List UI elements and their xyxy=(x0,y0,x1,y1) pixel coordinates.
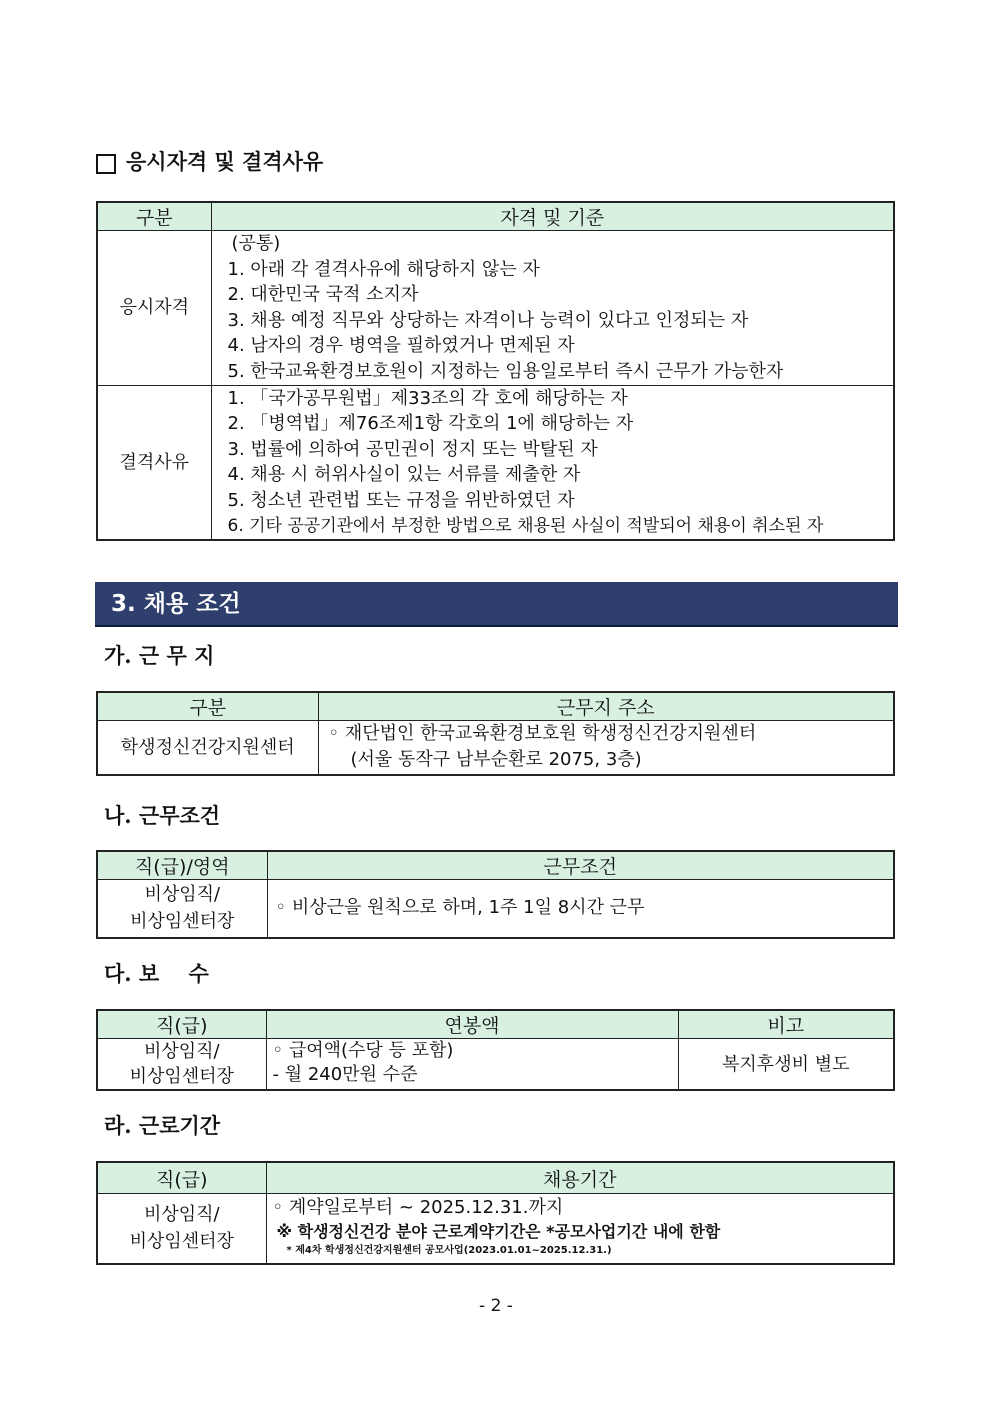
remarks-text: 복지후생비 별도 xyxy=(678,1039,894,1091)
header-col-category: 구분 xyxy=(97,692,318,721)
pay-heading: 다. 보 수 xyxy=(104,961,209,986)
period-table xyxy=(96,1161,895,1265)
salary-text: ◦ 급여액(수당 등 포함) - 월 240만원 수준 xyxy=(266,1039,678,1091)
header-col-period: 채용기간 xyxy=(266,1162,894,1194)
header-col-address: 근무지 주소 xyxy=(318,692,894,721)
workplace-label: 학생정신건강지원센터 xyxy=(97,721,318,775)
page-number: - 2 - xyxy=(479,1296,513,1316)
position-label: 비상임직/ 비상임센터장 xyxy=(97,1039,266,1091)
period-text: ◦ 계약일로부터 ~ 2025.12.31.까지 ※ 학생정신건강 분야 근로계약기간은 *공모사업기간 내에 한함 * 제4차 학생정신건강지원센터 공모사업(2023.01.01~2025.12.31.) xyxy=(266,1194,894,1264)
row-label-disqualification: 결격사유 xyxy=(97,385,211,540)
eligibility-criteria: (공통) 1. 아래 각 결격사유에 해당하지 않는 자 2. 대한민국 국적 소지자 3. 채용 예정 직무와 상당하는 자격이나 능력이 있다고 인정되는 자 4. 남자의 경우 병역을 필하였거나 면제된 자 5. 한국교육환경보호원이 지정하는 임용일로부터 즉시 근무가 가능한자 xyxy=(211,231,894,386)
qualification-table xyxy=(96,201,895,541)
position-label: 비상임직/ 비상임센터장 xyxy=(97,1194,266,1264)
header-col-conditions: 근무조건 xyxy=(267,851,894,880)
header-col-category: 구분 xyxy=(97,202,211,231)
conditions-table xyxy=(96,850,895,939)
qualification-heading: 응시자격 및 결격사유 xyxy=(96,146,323,176)
header-col-salary: 연봉액 xyxy=(266,1010,678,1039)
checkbox-icon xyxy=(96,154,116,174)
section-banner: 3. 채용 조건 xyxy=(95,582,898,627)
period-heading: 라. 근로기간 xyxy=(104,1113,221,1138)
conditions-text: ◦ 비상근을 원칙으로 하며, 1주 1일 8시간 근무 xyxy=(267,880,894,938)
workplace-table xyxy=(96,691,895,776)
header-col-position: 직(급) xyxy=(97,1010,266,1039)
header-col-position: 직(급) xyxy=(97,1162,266,1194)
pay-table xyxy=(96,1009,895,1091)
header-col-remarks: 비고 xyxy=(678,1010,894,1039)
disqualification-criteria: 1. 「국가공무원법」제33조의 각 호에 해당하는 자 2. 「병역법」제76조제1항 각호의 1에 해당하는 자 3. 법률에 의하여 공민권이 정지 또는 박탈된 자 4. 채용 시 허위사실이 있는 서류를 제출한 자 5. 청소년 관련법 또는 규정을 위반하였던 자 6. 기타 공공기관에서 부정한 방법으로 채용된 사실이 적발되어 채용이 취소된 자 xyxy=(211,385,894,540)
row-label-eligibility: 응시자격 xyxy=(97,231,211,386)
workplace-heading: 가. 근 무 지 xyxy=(104,643,215,668)
header-col-criteria: 자격 및 기준 xyxy=(211,202,894,231)
position-label: 비상임직/ 비상임센터장 xyxy=(97,880,267,938)
header-col-position: 직(급)/영역 xyxy=(97,851,267,880)
workplace-address: ◦ 재단법인 한국교육환경보호원 학생정신건강지원센터 (서울 동작구 남부순환로 2075, 3층) xyxy=(318,721,894,775)
conditions-heading: 나. 근무조건 xyxy=(104,803,221,828)
